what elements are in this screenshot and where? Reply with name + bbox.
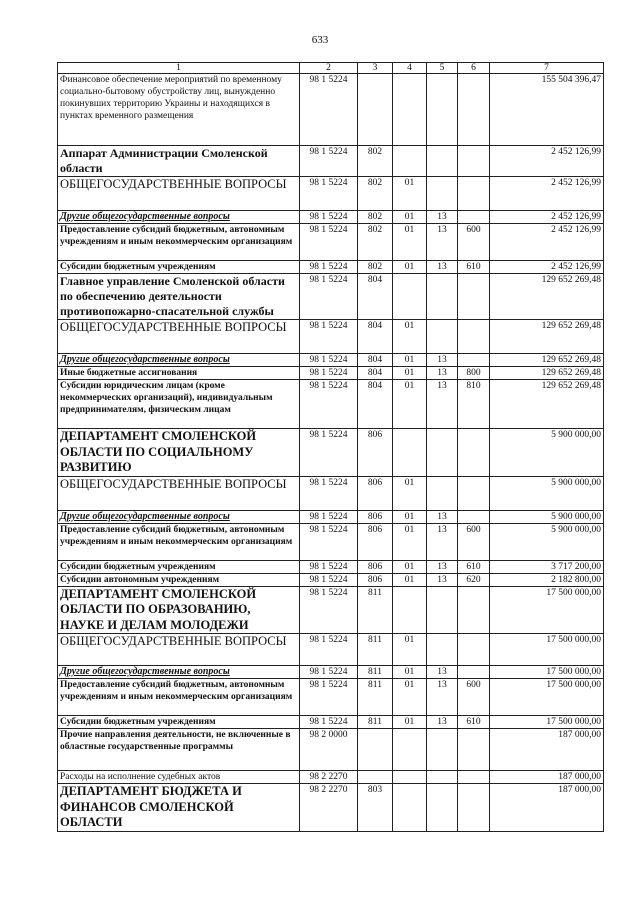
- target-code-cell: 98 1 5224: [300, 679, 358, 716]
- table-row: [58, 560, 604, 573]
- expense-type-cell: [458, 476, 490, 510]
- row-name-cell: ДЕПАРТАМЕНТ СМОЛЕНСКОЙ ОБЛАСТИ ПО СОЦИАЛЬНОМУ РАЗВИТИЮ: [58, 429, 300, 477]
- subsection-cell: 13: [427, 510, 458, 523]
- subsection-cell: 13: [427, 261, 458, 274]
- expense-type-cell: [458, 729, 490, 771]
- ministry-code-cell: 806: [358, 429, 393, 477]
- amount-cell: 2 452 126,99: [490, 177, 604, 211]
- ministry-code-cell: 806: [358, 560, 393, 573]
- row-name-cell: Субсидии юридическим лицам (кроме некоммерческих организаций), индивидуальным предпринимателям, физическим лицам: [58, 380, 300, 429]
- subsection-cell: [427, 320, 458, 354]
- table-row: [58, 354, 604, 367]
- expense-type-cell: [458, 354, 490, 367]
- section-cell: [393, 429, 427, 477]
- ministry-code-cell: 806: [358, 510, 393, 523]
- row-name-cell: ОБЩЕГОСУДАРСТВЕННЫЕ ВОПРОСЫ: [58, 177, 300, 211]
- target-code-cell: 98 1 5224: [300, 666, 358, 679]
- row-name-cell: Аппарат Администрации Смоленской области: [58, 146, 300, 177]
- expense-type-cell: 600: [458, 679, 490, 716]
- row-name-cell: Субсидии автономным учреждениям: [58, 573, 300, 586]
- ministry-code-cell: 802: [358, 224, 393, 261]
- subsection-cell: 13: [427, 573, 458, 586]
- table-row: [58, 716, 604, 729]
- row-name-cell: ОБЩЕГОСУДАРСТВЕННЫЕ ВОПРОСЫ: [58, 476, 300, 510]
- table-row: [58, 211, 604, 224]
- ministry-code-cell: 804: [358, 320, 393, 354]
- expense-type-cell: 600: [458, 523, 490, 560]
- page-number: 633: [311, 34, 329, 46]
- subsection-cell: 13: [427, 560, 458, 573]
- amount-cell: 187 000,00: [490, 771, 604, 784]
- subsection-cell: [427, 586, 458, 634]
- subsection-cell: 13: [427, 211, 458, 224]
- subsection-cell: 13: [427, 666, 458, 679]
- section-cell: 01: [393, 320, 427, 354]
- target-code-cell: 98 1 5224: [300, 354, 358, 367]
- subsection-cell: 13: [427, 380, 458, 429]
- target-code-cell: 98 1 5224: [300, 177, 358, 211]
- target-code-cell: 98 1 5224: [300, 380, 358, 429]
- amount-cell: 17 500 000,00: [490, 586, 604, 634]
- table-row: [58, 224, 604, 261]
- expense-type-cell: [458, 666, 490, 679]
- column-header-1: 1: [58, 63, 300, 74]
- row-name-cell: Финансовое обеспечение мероприятий по временному социально-бытовому обустройству лиц, вынужденно покинувших территорию Украины и находящихся в пунктах временного размещения: [58, 74, 300, 146]
- section-cell: 01: [393, 261, 427, 274]
- expense-type-cell: 800: [458, 367, 490, 380]
- ministry-code-cell: [358, 771, 393, 784]
- target-code-cell: 98 1 5224: [300, 510, 358, 523]
- ministry-code-cell: 811: [358, 634, 393, 666]
- amount-cell: 5 900 000,00: [490, 523, 604, 560]
- ministry-code-cell: 802: [358, 211, 393, 224]
- ministry-code-cell: 804: [358, 274, 393, 320]
- table-row: [58, 523, 604, 560]
- expense-type-cell: [458, 771, 490, 784]
- table-row: [58, 573, 604, 586]
- amount-cell: 129 652 269,48: [490, 274, 604, 320]
- subsection-cell: 13: [427, 679, 458, 716]
- table-row: [58, 510, 604, 523]
- section-cell: [393, 146, 427, 177]
- budget-table: [57, 62, 604, 832]
- target-code-cell: 98 1 5224: [300, 274, 358, 320]
- target-code-cell: 98 1 5224: [300, 429, 358, 477]
- ministry-code-cell: 802: [358, 146, 393, 177]
- ministry-code-cell: 803: [358, 784, 393, 832]
- target-code-cell: 98 1 5224: [300, 211, 358, 224]
- target-code-cell: 98 1 5224: [300, 146, 358, 177]
- row-name-cell: ДЕПАРТАМЕНТ СМОЛЕНСКОЙ ОБЛАСТИ ПО ОБРАЗОВАНИЮ, НАУКЕ И ДЕЛАМ МОЛОДЕЖИ: [58, 586, 300, 634]
- ministry-code-cell: 804: [358, 380, 393, 429]
- target-code-cell: 98 2 0000: [300, 729, 358, 771]
- subsection-cell: 13: [427, 354, 458, 367]
- ministry-code-cell: 806: [358, 476, 393, 510]
- target-code-cell: 98 1 5224: [300, 261, 358, 274]
- subsection-cell: [427, 634, 458, 666]
- row-name-cell: Расходы на исполнение судебных актов: [58, 771, 300, 784]
- ministry-code-cell: 802: [358, 261, 393, 274]
- subsection-cell: 13: [427, 523, 458, 560]
- target-code-cell: 98 1 5224: [300, 573, 358, 586]
- target-code-cell: 98 1 5224: [300, 586, 358, 634]
- row-name-cell: Предоставление субсидий бюджетным, автономным учреждениям и иным некоммерческим организациям: [58, 679, 300, 716]
- row-name-cell: ДЕПАРТАМЕНТ БЮДЖЕТА И ФИНАНСОВ СМОЛЕНСКОЙ ОБЛАСТИ: [58, 784, 300, 832]
- expense-type-cell: [458, 146, 490, 177]
- table-row: [58, 261, 604, 274]
- amount-cell: 2 452 126,99: [490, 261, 604, 274]
- section-cell: 01: [393, 354, 427, 367]
- expense-type-cell: [458, 211, 490, 224]
- section-cell: [393, 74, 427, 146]
- expense-type-cell: [458, 510, 490, 523]
- column-header-7: 7: [490, 63, 604, 74]
- subsection-cell: 13: [427, 224, 458, 261]
- row-name-cell: Главное управление Смоленской области по обеспечению деятельности противопожарно-спасательной службы: [58, 274, 300, 320]
- amount-cell: 17 500 000,00: [490, 666, 604, 679]
- ministry-code-cell: 811: [358, 586, 393, 634]
- subsection-cell: [427, 729, 458, 771]
- target-code-cell: 98 1 5224: [300, 367, 358, 380]
- section-cell: 01: [393, 367, 427, 380]
- section-cell: [393, 771, 427, 784]
- amount-cell: 129 652 269,48: [490, 354, 604, 367]
- table-row: [58, 729, 604, 771]
- subsection-cell: [427, 274, 458, 320]
- row-name-cell: Предоставление субсидий бюджетным, автономным учреждениям и иным некоммерческим организациям: [58, 224, 300, 261]
- table-row: [58, 146, 604, 177]
- table-row: [58, 429, 604, 477]
- subsection-cell: 13: [427, 716, 458, 729]
- amount-cell: 2 452 126,99: [490, 211, 604, 224]
- table-row: [58, 634, 604, 666]
- expense-type-cell: 600: [458, 224, 490, 261]
- amount-cell: 129 652 269,48: [490, 380, 604, 429]
- section-cell: 01: [393, 177, 427, 211]
- table-row: [58, 274, 604, 320]
- amount-cell: 17 500 000,00: [490, 679, 604, 716]
- section-cell: 01: [393, 716, 427, 729]
- subsection-cell: [427, 146, 458, 177]
- expense-type-cell: [458, 320, 490, 354]
- section-cell: 01: [393, 634, 427, 666]
- subsection-cell: [427, 177, 458, 211]
- target-code-cell: 98 1 5224: [300, 716, 358, 729]
- expense-type-cell: 610: [458, 261, 490, 274]
- amount-cell: 155 504 396,47: [490, 74, 604, 146]
- ministry-code-cell: 804: [358, 367, 393, 380]
- expense-type-cell: [458, 784, 490, 832]
- column-header-3: 3: [358, 63, 393, 74]
- amount-cell: 5 900 000,00: [490, 510, 604, 523]
- ministry-code-cell: 811: [358, 666, 393, 679]
- column-header-4: 4: [393, 63, 427, 74]
- row-name-cell: Субсидии бюджетным учреждениям: [58, 261, 300, 274]
- section-cell: [393, 586, 427, 634]
- amount-cell: 129 652 269,48: [490, 320, 604, 354]
- ministry-code-cell: 811: [358, 716, 393, 729]
- amount-cell: 5 900 000,00: [490, 429, 604, 477]
- table-row: [58, 320, 604, 354]
- target-code-cell: 98 1 5224: [300, 320, 358, 354]
- table-row: [58, 586, 604, 634]
- section-cell: 01: [393, 224, 427, 261]
- target-code-cell: 98 1 5224: [300, 560, 358, 573]
- target-code-cell: 98 2 2270: [300, 771, 358, 784]
- table-row: [58, 679, 604, 716]
- row-name-cell: Субсидии бюджетным учреждениям: [58, 716, 300, 729]
- subsection-cell: [427, 476, 458, 510]
- column-header-6: 6: [458, 63, 490, 74]
- row-name-cell: Другие общегосударственные вопросы: [58, 354, 300, 367]
- target-code-cell: 98 1 5224: [300, 523, 358, 560]
- row-name-cell: ОБЩЕГОСУДАРСТВЕННЫЕ ВОПРОСЫ: [58, 634, 300, 666]
- amount-cell: 129 652 269,48: [490, 367, 604, 380]
- amount-cell: 5 900 000,00: [490, 476, 604, 510]
- row-name-cell: Другие общегосударственные вопросы: [58, 211, 300, 224]
- ministry-code-cell: 804: [358, 354, 393, 367]
- column-header-2: 2: [300, 63, 358, 74]
- section-cell: 01: [393, 679, 427, 716]
- section-cell: 01: [393, 523, 427, 560]
- table-row: [58, 771, 604, 784]
- table-row: [58, 380, 604, 429]
- amount-cell: 17 500 000,00: [490, 634, 604, 666]
- amount-cell: 187 000,00: [490, 729, 604, 771]
- ministry-code-cell: 802: [358, 177, 393, 211]
- amount-cell: 3 717 200,00: [490, 560, 604, 573]
- expense-type-cell: [458, 274, 490, 320]
- row-name-cell: Предоставление субсидий бюджетным, автономным учреждениям и иным некоммерческим организациям: [58, 523, 300, 560]
- subsection-cell: [427, 429, 458, 477]
- section-cell: 01: [393, 510, 427, 523]
- expense-type-cell: [458, 177, 490, 211]
- table-row: [58, 367, 604, 380]
- expense-type-cell: [458, 634, 490, 666]
- table-row: [58, 666, 604, 679]
- ministry-code-cell: [358, 74, 393, 146]
- row-name-cell: Субсидии бюджетным учреждениям: [58, 560, 300, 573]
- section-cell: 01: [393, 560, 427, 573]
- amount-cell: 17 500 000,00: [490, 716, 604, 729]
- row-name-cell: ОБЩЕГОСУДАРСТВЕННЫЕ ВОПРОСЫ: [58, 320, 300, 354]
- amount-cell: 2 182 800,00: [490, 573, 604, 586]
- table-row: [58, 177, 604, 211]
- target-code-cell: 98 1 5224: [300, 476, 358, 510]
- expense-type-cell: 610: [458, 560, 490, 573]
- section-cell: [393, 784, 427, 832]
- amount-cell: 187 000,00: [490, 784, 604, 832]
- expense-type-cell: 610: [458, 716, 490, 729]
- ministry-code-cell: 806: [358, 523, 393, 560]
- expense-type-cell: 620: [458, 573, 490, 586]
- expense-type-cell: [458, 429, 490, 477]
- subsection-cell: [427, 784, 458, 832]
- expense-type-cell: [458, 586, 490, 634]
- section-cell: 01: [393, 666, 427, 679]
- section-cell: [393, 274, 427, 320]
- expense-type-cell: 810: [458, 380, 490, 429]
- table-row: [58, 476, 604, 510]
- section-cell: 01: [393, 476, 427, 510]
- row-name-cell: Иные бюджетные ассигнования: [58, 367, 300, 380]
- table-row: [58, 74, 604, 146]
- header-row: [58, 63, 604, 74]
- section-cell: 01: [393, 573, 427, 586]
- ministry-code-cell: 806: [358, 573, 393, 586]
- amount-cell: 2 452 126,99: [490, 224, 604, 261]
- subsection-cell: 13: [427, 367, 458, 380]
- target-code-cell: 98 2 2270: [300, 784, 358, 832]
- ministry-code-cell: [358, 729, 393, 771]
- row-name-cell: Прочие направления деятельности, не включенные в областные государственные программы: [58, 729, 300, 771]
- amount-cell: 2 452 126,99: [490, 146, 604, 177]
- row-name-cell: Другие общегосударственные вопросы: [58, 510, 300, 523]
- target-code-cell: 98 1 5224: [300, 634, 358, 666]
- expense-type-cell: [458, 74, 490, 146]
- section-cell: [393, 729, 427, 771]
- table-row: [58, 784, 604, 832]
- subsection-cell: [427, 771, 458, 784]
- target-code-cell: 98 1 5224: [300, 74, 358, 146]
- subsection-cell: [427, 74, 458, 146]
- column-header-5: 5: [427, 63, 458, 74]
- target-code-cell: 98 1 5224: [300, 224, 358, 261]
- row-name-cell: Другие общегосударственные вопросы: [58, 666, 300, 679]
- ministry-code-cell: 811: [358, 679, 393, 716]
- section-cell: 01: [393, 211, 427, 224]
- section-cell: 01: [393, 380, 427, 429]
